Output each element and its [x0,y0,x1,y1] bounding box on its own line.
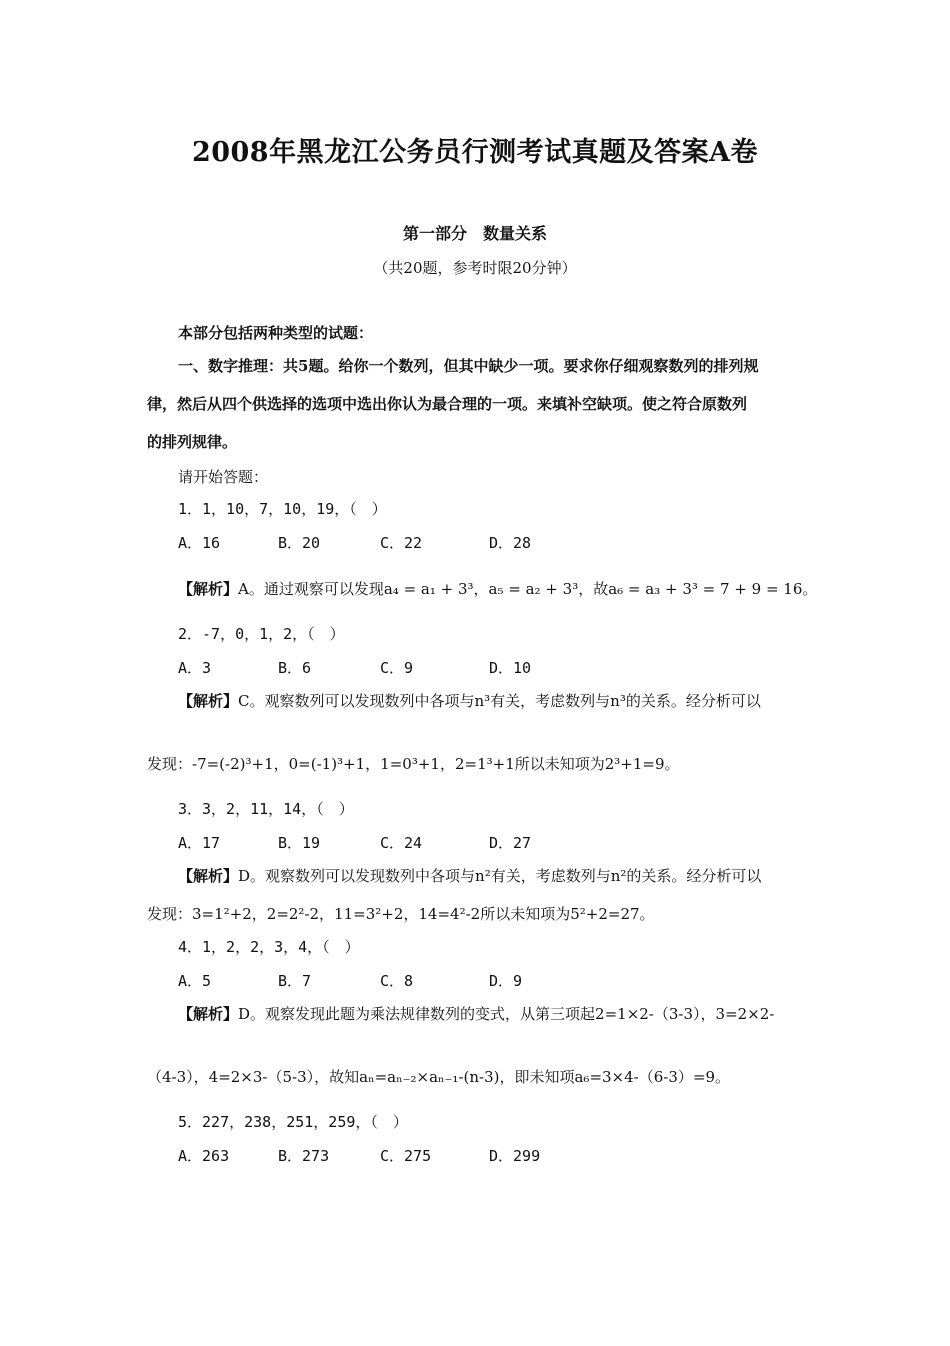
analysis-text: D。观察数列可以发现数列中各项与n²有关，考虑数列与n²的关系。经分析可以 [238,867,762,885]
part-title: 第一部分 数量关系 [402,224,547,243]
question-1-stem: 1．1，10，7，10，19，（ ） [178,500,387,518]
intro-line-2: 律，然后从四个供选择的选项中选出你认为最合理的一项。来填补空缺项。使之符合原数列 [147,395,748,413]
question-2-analysis [178,690,761,711]
document-title: 2008年黑龙江公务员行测考试真题及答案A卷 [191,137,759,168]
option-d: D．27 [489,834,532,852]
option-b: B．7 [278,972,312,990]
option-a: A．3 [178,659,212,677]
option-c: C．22 [380,534,423,552]
intro-line-3: 的排列规律。 [147,433,238,451]
option-b: B．20 [278,534,321,552]
option-c: C．9 [380,659,414,677]
question-2-analysis-cont: 发现：-7=(-2)³+1，0=(-1)³+1，1=0³+1，2=1³+1所以未知项为2³+1=9。 [147,755,680,773]
intro-lead: 本部分包括两种类型的试题： [178,324,374,342]
option-a: A．16 [178,534,221,552]
option-b: B．6 [278,659,312,677]
option-a: A．263 [178,1147,230,1165]
option-c: C．275 [380,1147,432,1165]
option-c: C．8 [380,972,414,990]
option-b: B．273 [278,1147,330,1165]
option-a: A．5 [178,972,212,990]
question-4-analysis [178,1003,774,1024]
intro-line-1: 一、数字推理：共5题。给你一个数列，但其中缺少一项。要求你仔细观察数列的排列规 [178,357,759,375]
analysis-text: D。观察发现此题为乘法规律数列的变式，从第三项起2=1×2-（3-3），3=2×2- [238,1005,775,1023]
analysis-tag: 【解析】 [178,692,239,710]
question-5-stem: 5．227，238，251，259，（ ） [178,1113,408,1131]
question-4-stem: 4．1，2，2，3，4，（ ） [178,938,360,956]
option-d: D．299 [489,1147,541,1165]
analysis-text: A。通过观察可以发现a₄ = a₁ + 3³，a₅ = a₂ + 3³，故a₆ = a₃ + 3³ = 7 + 9 = 16。 [238,580,818,598]
option-a: A．17 [178,834,221,852]
part-note: （共20题，参考时限20分钟） [373,259,577,277]
question-2-stem: 2．-7，0，1，2，（ ） [178,625,345,643]
option-d: D．9 [489,972,523,990]
question-3-analysis [178,865,761,886]
analysis-tag: 【解析】 [178,867,239,885]
question-3-stem: 3．3，2，11，14，（ ） [178,800,354,818]
start-prompt: 请开始答题： [178,468,269,486]
question-4-analysis-cont: （4-3），4=2×3-（5-3），故知aₙ=aₙ₋₂×aₙ₋₁-(n-3)，即未知项a₆=3×4-（6-3）=9。 [147,1068,731,1086]
option-d: D．28 [489,534,532,552]
option-b: B．19 [278,834,321,852]
option-c: C．24 [380,834,423,852]
question-1-analysis [178,578,817,599]
analysis-tag: 【解析】 [178,1005,239,1023]
analysis-tag: 【解析】 [178,580,239,598]
option-d: D．10 [489,659,532,677]
analysis-text: C。观察数列可以发现数列中各项与n³有关，考虑数列与n³的关系。经分析可以 [238,692,761,710]
question-3-analysis-cont: 发现：3=1²+2，2=2²-2，11=3²+2，14=4²-2所以未知项为5²+2=27。 [147,905,655,923]
